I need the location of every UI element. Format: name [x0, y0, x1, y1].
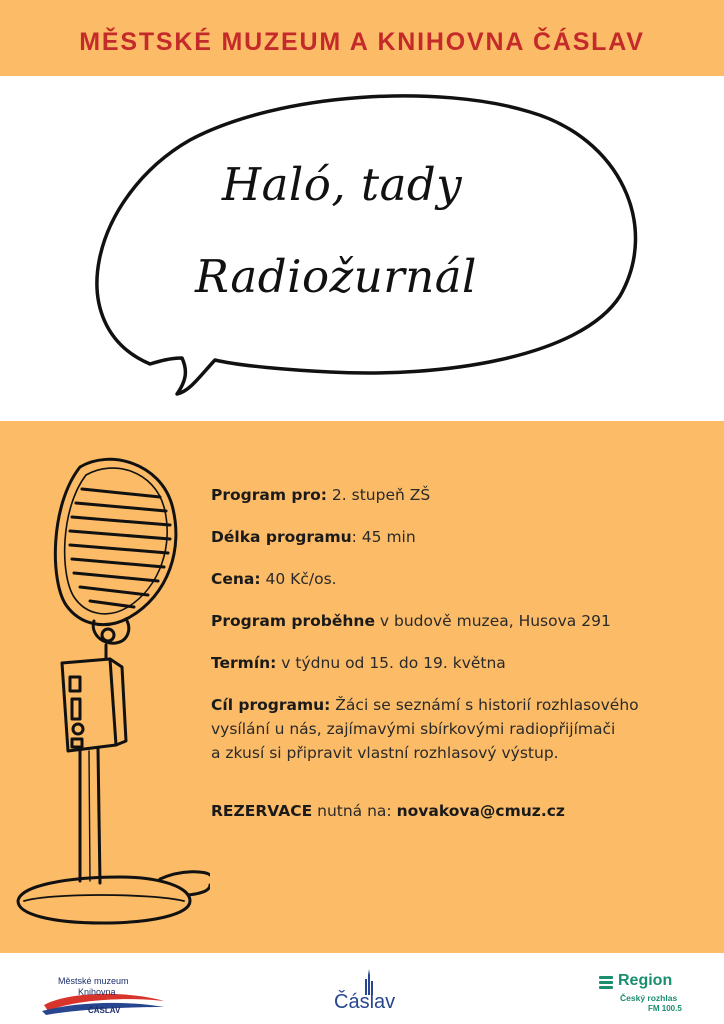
cesky-rozhlas-icon — [598, 974, 616, 992]
audience-label: Program pro: — [211, 486, 327, 504]
museum-logo — [40, 973, 168, 1019]
goal-line-2: vysílání u nás, zajímavými sbírkovými radiopřijímači — [211, 720, 616, 738]
goal-label: Cíl programu: — [211, 696, 331, 714]
town-logo — [334, 969, 404, 1019]
region-logo-frequency: FM 100.5 — [648, 1004, 682, 1013]
headline-line-1: Haló, tady — [221, 158, 463, 211]
reservation-email-link[interactable]: novakova@cmuz.cz — [396, 802, 565, 820]
duration-value: : 45 min — [351, 528, 416, 546]
venue-value: v budově muzea, Husova 291 — [374, 612, 611, 630]
header-band — [0, 0, 724, 76]
museum-logo-line-3: ČÁSLAV — [88, 1006, 121, 1015]
speech-bubble-icon — [0, 76, 724, 421]
info-date — [211, 652, 506, 674]
price-label: Cena: — [211, 570, 261, 588]
organization-title: MĚSTSKÉ MUZEUM A KNIHOVNA ČÁSLAV — [79, 27, 645, 56]
town-logo-name: Čáslav — [334, 991, 396, 1013]
region-logo — [598, 973, 708, 1019]
date-label: Termín: — [211, 654, 277, 672]
headline-area — [0, 76, 724, 421]
headline-line-2: Radiožurnál — [195, 250, 477, 303]
info-goal — [211, 694, 639, 716]
duration-label: Délka programu — [211, 528, 352, 546]
museum-logo-line-2: Knihovna — [78, 987, 116, 997]
footer — [0, 953, 724, 1024]
info-duration — [211, 526, 416, 548]
venue-label: Program proběhne — [211, 612, 375, 630]
reservation-mid: nutná na: — [312, 802, 397, 820]
info-audience — [211, 484, 430, 506]
region-logo-title: Region — [618, 972, 673, 989]
info-reservation — [211, 800, 565, 822]
date-value: v týdnu od 15. do 19. května — [276, 654, 506, 672]
goal-line-1: Žáci se seznámí s historií rozhlasového — [330, 696, 639, 714]
info-price — [211, 568, 337, 590]
vintage-microphone-icon — [10, 445, 210, 925]
museum-logo-line-1: Městské muzeum — [58, 976, 129, 986]
audience-value: 2. stupeň ZŠ — [327, 486, 431, 504]
info-venue — [211, 610, 611, 632]
reservation-label: REZERVACE — [211, 802, 313, 820]
goal-line-3: a zkusí si připravit vlastní rozhlasový výstup. — [211, 744, 559, 762]
price-value: 40 Kč/os. — [260, 570, 337, 588]
region-logo-station: Český rozhlas — [620, 993, 678, 1003]
